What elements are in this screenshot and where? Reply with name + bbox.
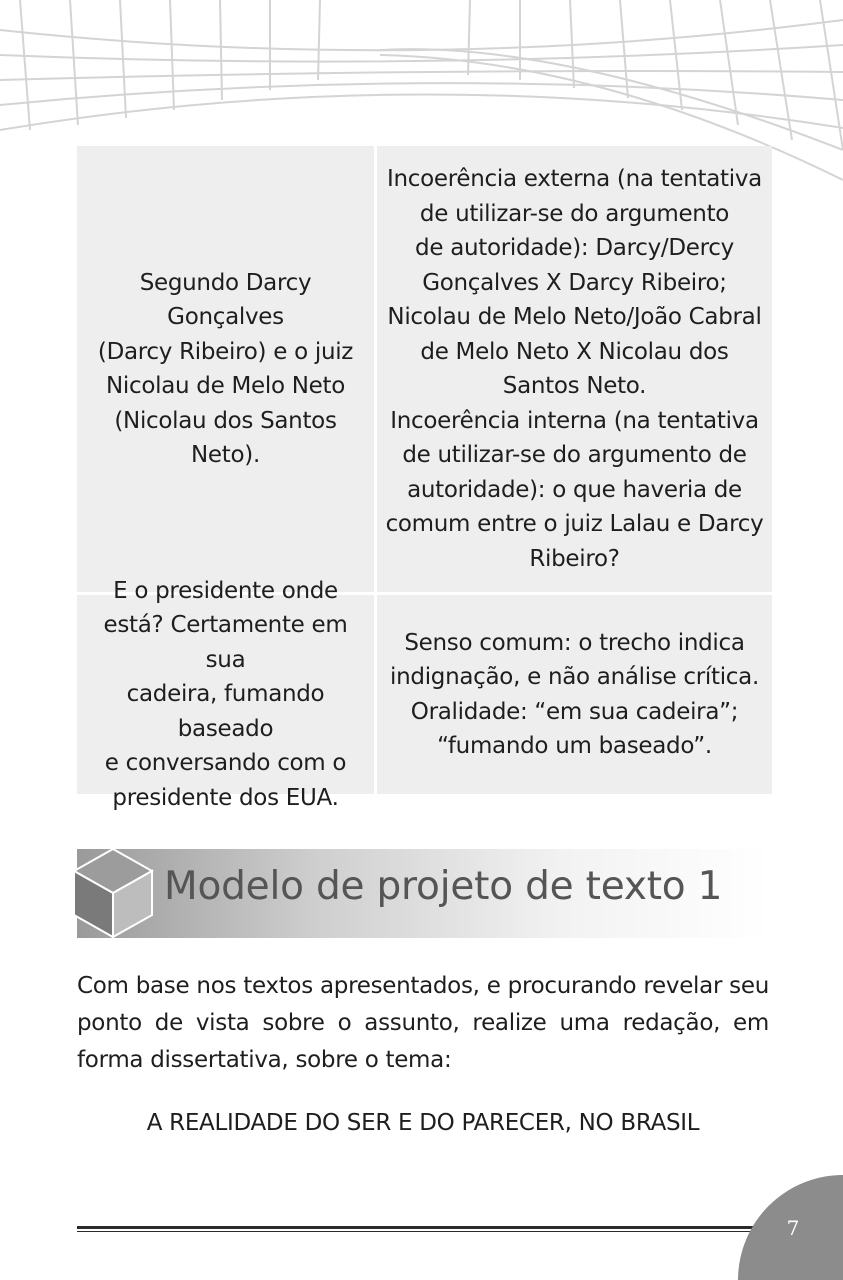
table-cell-text: Senso comum: o trecho indica indignação, e não análise crítica. Oralidade: “em sua cadeira”; “fumando um baseado”. <box>390 629 759 759</box>
essay-theme: A REALIDADE DO SER E DO PARECER, NO BRASIL <box>146 1110 700 1136</box>
comparison-table <box>77 146 769 811</box>
table-cell-text: E o presidente onde está? Certamente em sua cadeira, fumando baseado e conversando com o presidente dos EUA. <box>103 577 348 811</box>
table-cell <box>77 146 374 592</box>
footer-rule-thin <box>77 1231 757 1232</box>
section-title: Modelo de projeto de texto 1 <box>164 864 723 909</box>
table-cell <box>377 595 772 794</box>
page-number: 7 <box>786 1216 800 1240</box>
table-cell-text: Incoerência externa (na tentativa de utilizar-se do argumento de autoridade): Darcy/Dercy Gonçalves X Darcy Ribeiro; Nicolau de Melo Neto/João Cabral de Melo Neto X Nicolau dos Santos Neto. Incoerência interna (na tentativa de utilizar-se do argumento de autoridade): o que haveria de comum entre o juiz Lalau e Darcy Ribeiro? <box>385 166 764 572</box>
body-paragraph: Com base nos textos apresentados, e procurando revelar seu ponto de vista sobre o assunto, realize uma redação, em forma dissertativa, sobre o tema: <box>77 973 769 1073</box>
table-cell-text: Segundo Darcy Gonçalves (Darcy Ribeiro) e o juiz Nicolau de Melo Neto (Nicolau dos Santos Neto). <box>97 269 354 468</box>
cube-icon <box>72 847 154 939</box>
footer-rule <box>77 1226 757 1229</box>
table-cell <box>377 146 772 592</box>
table-cell <box>77 577 374 811</box>
